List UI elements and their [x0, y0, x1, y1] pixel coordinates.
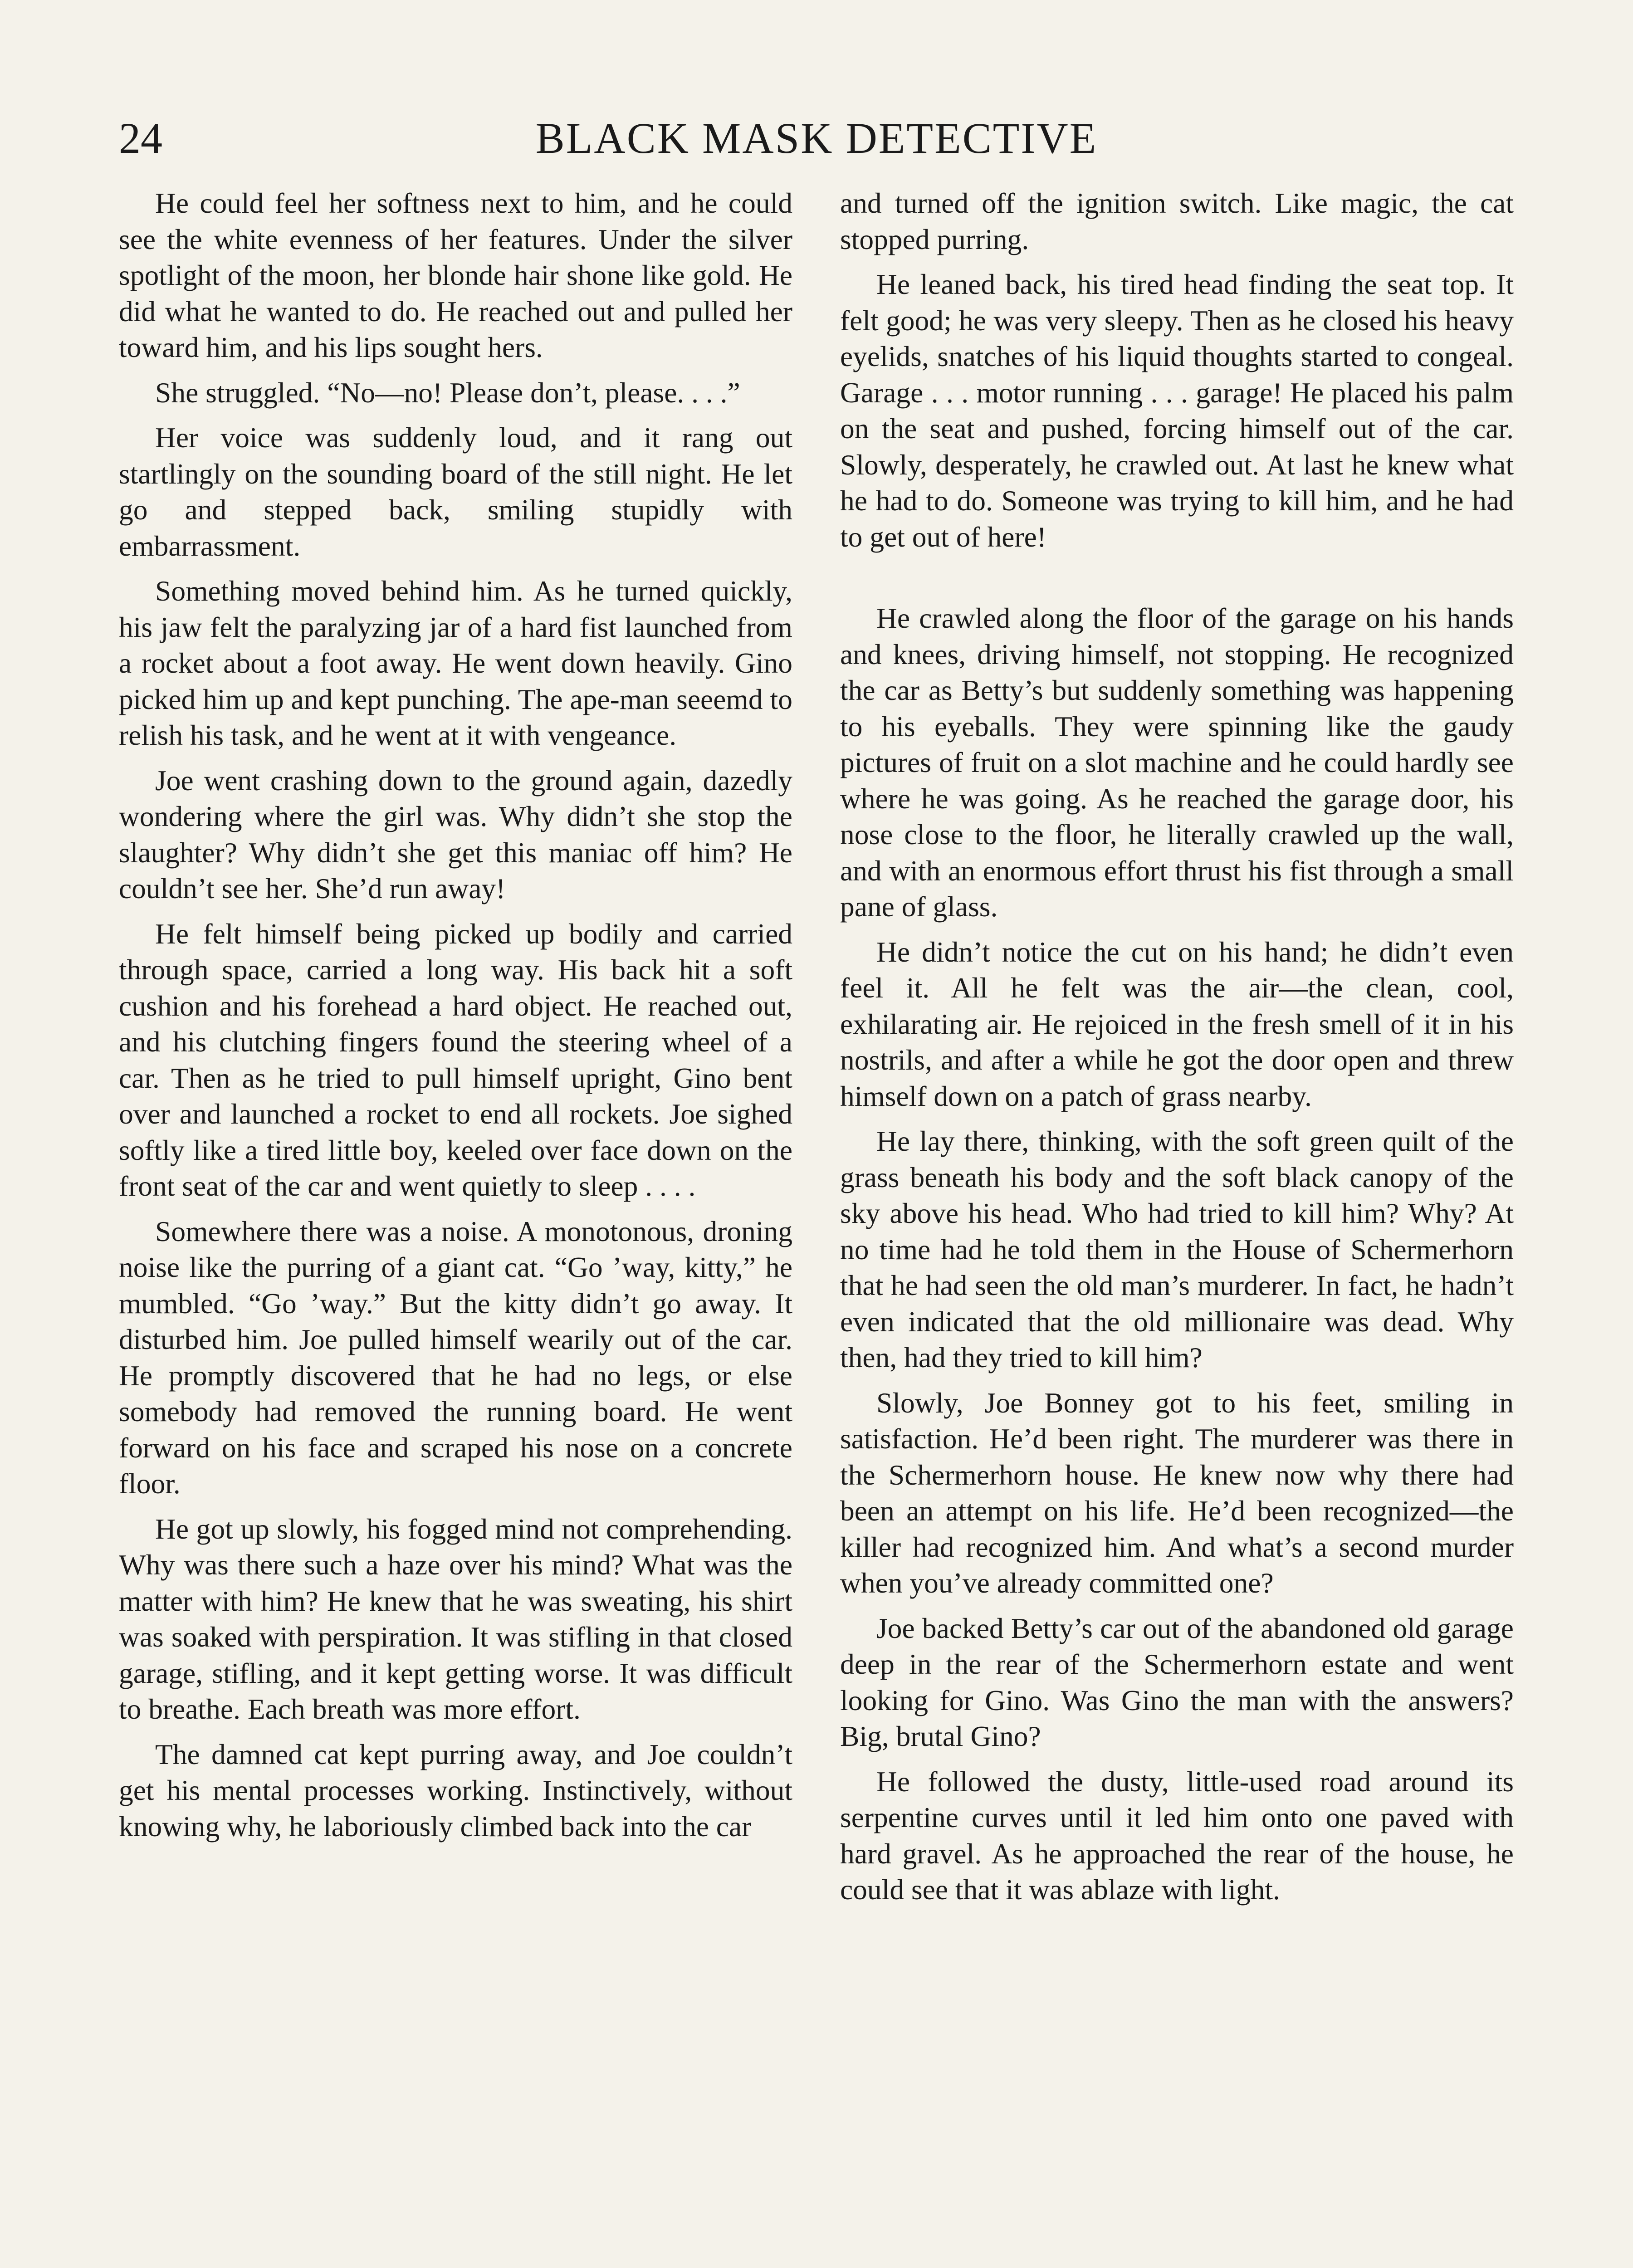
paragraph: Joe backed Betty’s car out of the abandoned old garage deep in the rear of the Schermerhorn estate and went looking for Gino. Was Gino the man with the answers? Big, brutal Gino? [840, 1612, 1514, 1752]
paragraph: He followed the dusty, little-used road around its serpentine curves until it led him onto one paved with hard gravel. As he approached the rear of the house, he could see that it was ablaze with light. [840, 1765, 1514, 1906]
paragraph: She struggled. “No—no! Please don’t, please. . . .” [155, 376, 740, 409]
paragraph: He could feel her softness next to him, and he could see the white evenness of her features. Under the silver spotlight of the moon, her blonde hair shone like gold. He did what he wanted to do. He reached out and pulled her toward him, and his lips sought hers. [119, 187, 792, 363]
paragraph: Her voice was suddenly loud, and it rang out startlingly on the sounding board of the still night. He let go and stepped back, smiling stupidly with embarrassment. [119, 421, 792, 562]
paragraph: He felt himself being picked up bodily and carried through space, carried a long way. His back hit a soft cushion and his forehead a hard object. He reached out, and his clutching fingers found the steering wheel of a car. Then as he tried to pull himself upright, Gino bent over and launched a rocket to end all rockets. Joe sighed softly like a tired little boy, keeled over face down on the front seat of the car and went quietly to sleep . . . . [119, 917, 792, 1202]
magazine-title: BLACK MASK DETECTIVE [535, 114, 1098, 162]
paragraph: He didn’t notice the cut on his hand; he didn’t even feel it. All he felt was the air—the clean, cool, exhilarating air. He rejoiced in the fresh smell of it in his nostrils, and after a while he got the door open and threw himself down on a patch of grass nearby. [840, 935, 1514, 1112]
running-header [0, 109, 1633, 168]
paragraph: The damned cat kept purring away, and Joe couldn’t get his mental processes working. Instinctively, without knowing why, he laboriously climbed back into the car [119, 1738, 792, 1843]
paragraph: He lay there, thinking, with the soft green quilt of the grass beneath his body and the soft black canopy of the sky above his head. Who had tried to kill him? Why? At no time had he told them in the House of Schermerhorn that he had seen the old man’s murderer. In fact, he hadn’t even indicated that the old millionaire was dead. Why then, had they tried to kill him? [840, 1125, 1514, 1374]
paragraph: Joe went crashing down to the ground again, dazedly wondering where the girl was. Why didn’t she stop the slaughter? Why didn’t she get this maniac off him? He couldn’t see her. She’d run away! [119, 764, 792, 904]
paragraph: He leaned back, his tired head finding the seat top. It felt good; he was very sleepy. Then as he closed his heavy eyelids, snatches of his liquid thoughts started to congeal. Garage . . . motor running . . . garage! He placed his palm on the seat and pushed, forcing himself out of the car. Slowly, desperately, he crawled out. At last he knew what he had to do. Someone was trying to kill him, and he had to get out of here! [840, 268, 1514, 553]
paragraph: He crawled along the floor of the garage on his hands and knees, driving himself, not stopping. He recognized the car as Betty’s but suddenly something was happening to his eyeballs. They were spinning like the gaudy pictures of fruit on a slot machine and he could hardly see where he was going. As he reached the garage door, his nose close to the floor, he literally crawled up the wall, and with an enormous effort thrust his fist through a small pane of glass. [840, 602, 1514, 923]
paragraph: Slowly, Joe Bonney got to his feet, smiling in satisfaction. He’d been right. The murderer was there in the Schermerhorn house. He knew now why there had been an attempt on his life. He’d been recognized—the killer had recognized him. And what’s a second murder when you’ve already committed one? [840, 1386, 1514, 1599]
paragraph: He got up slowly, his fogged mind not comprehending. Why was there such a haze over his mind? What was the matter with him? He knew that he was sweating, his shirt was soaked with perspiration. It was stifling in that closed garage, stifling, and it kept getting worse. It was difficult to breathe. Each breath was more effort. [119, 1512, 792, 1725]
paragraph: Somewhere there was a noise. A monotonous, droning noise like the purring of a giant cat. “Go ’way, kitty,” he mumbled. “Go ’way.” But the kitty didn’t go away. It disturbed him. Joe pulled himself wearily out of the car. He promptly discovered that he had no legs, or else somebody had removed the running board. He went forward on his face and scraped his nose on a concrete floor. [119, 1215, 792, 1500]
paragraph-continuation: and turned off the ignition switch. Like magic, the cat stopped purring. [840, 187, 1514, 255]
right-column [840, 185, 1514, 1917]
paragraph: Something moved behind him. As he turned quickly, his jaw felt the paralyzing jar of a hard fist launched from a rocket about a foot away. He went down heavily. Gino picked him up and kept punching. The ape-man seeemd to relish his task, and he went at it with vengeance. [119, 575, 792, 751]
page-number: 24 [119, 114, 162, 162]
left-column [119, 185, 792, 1853]
